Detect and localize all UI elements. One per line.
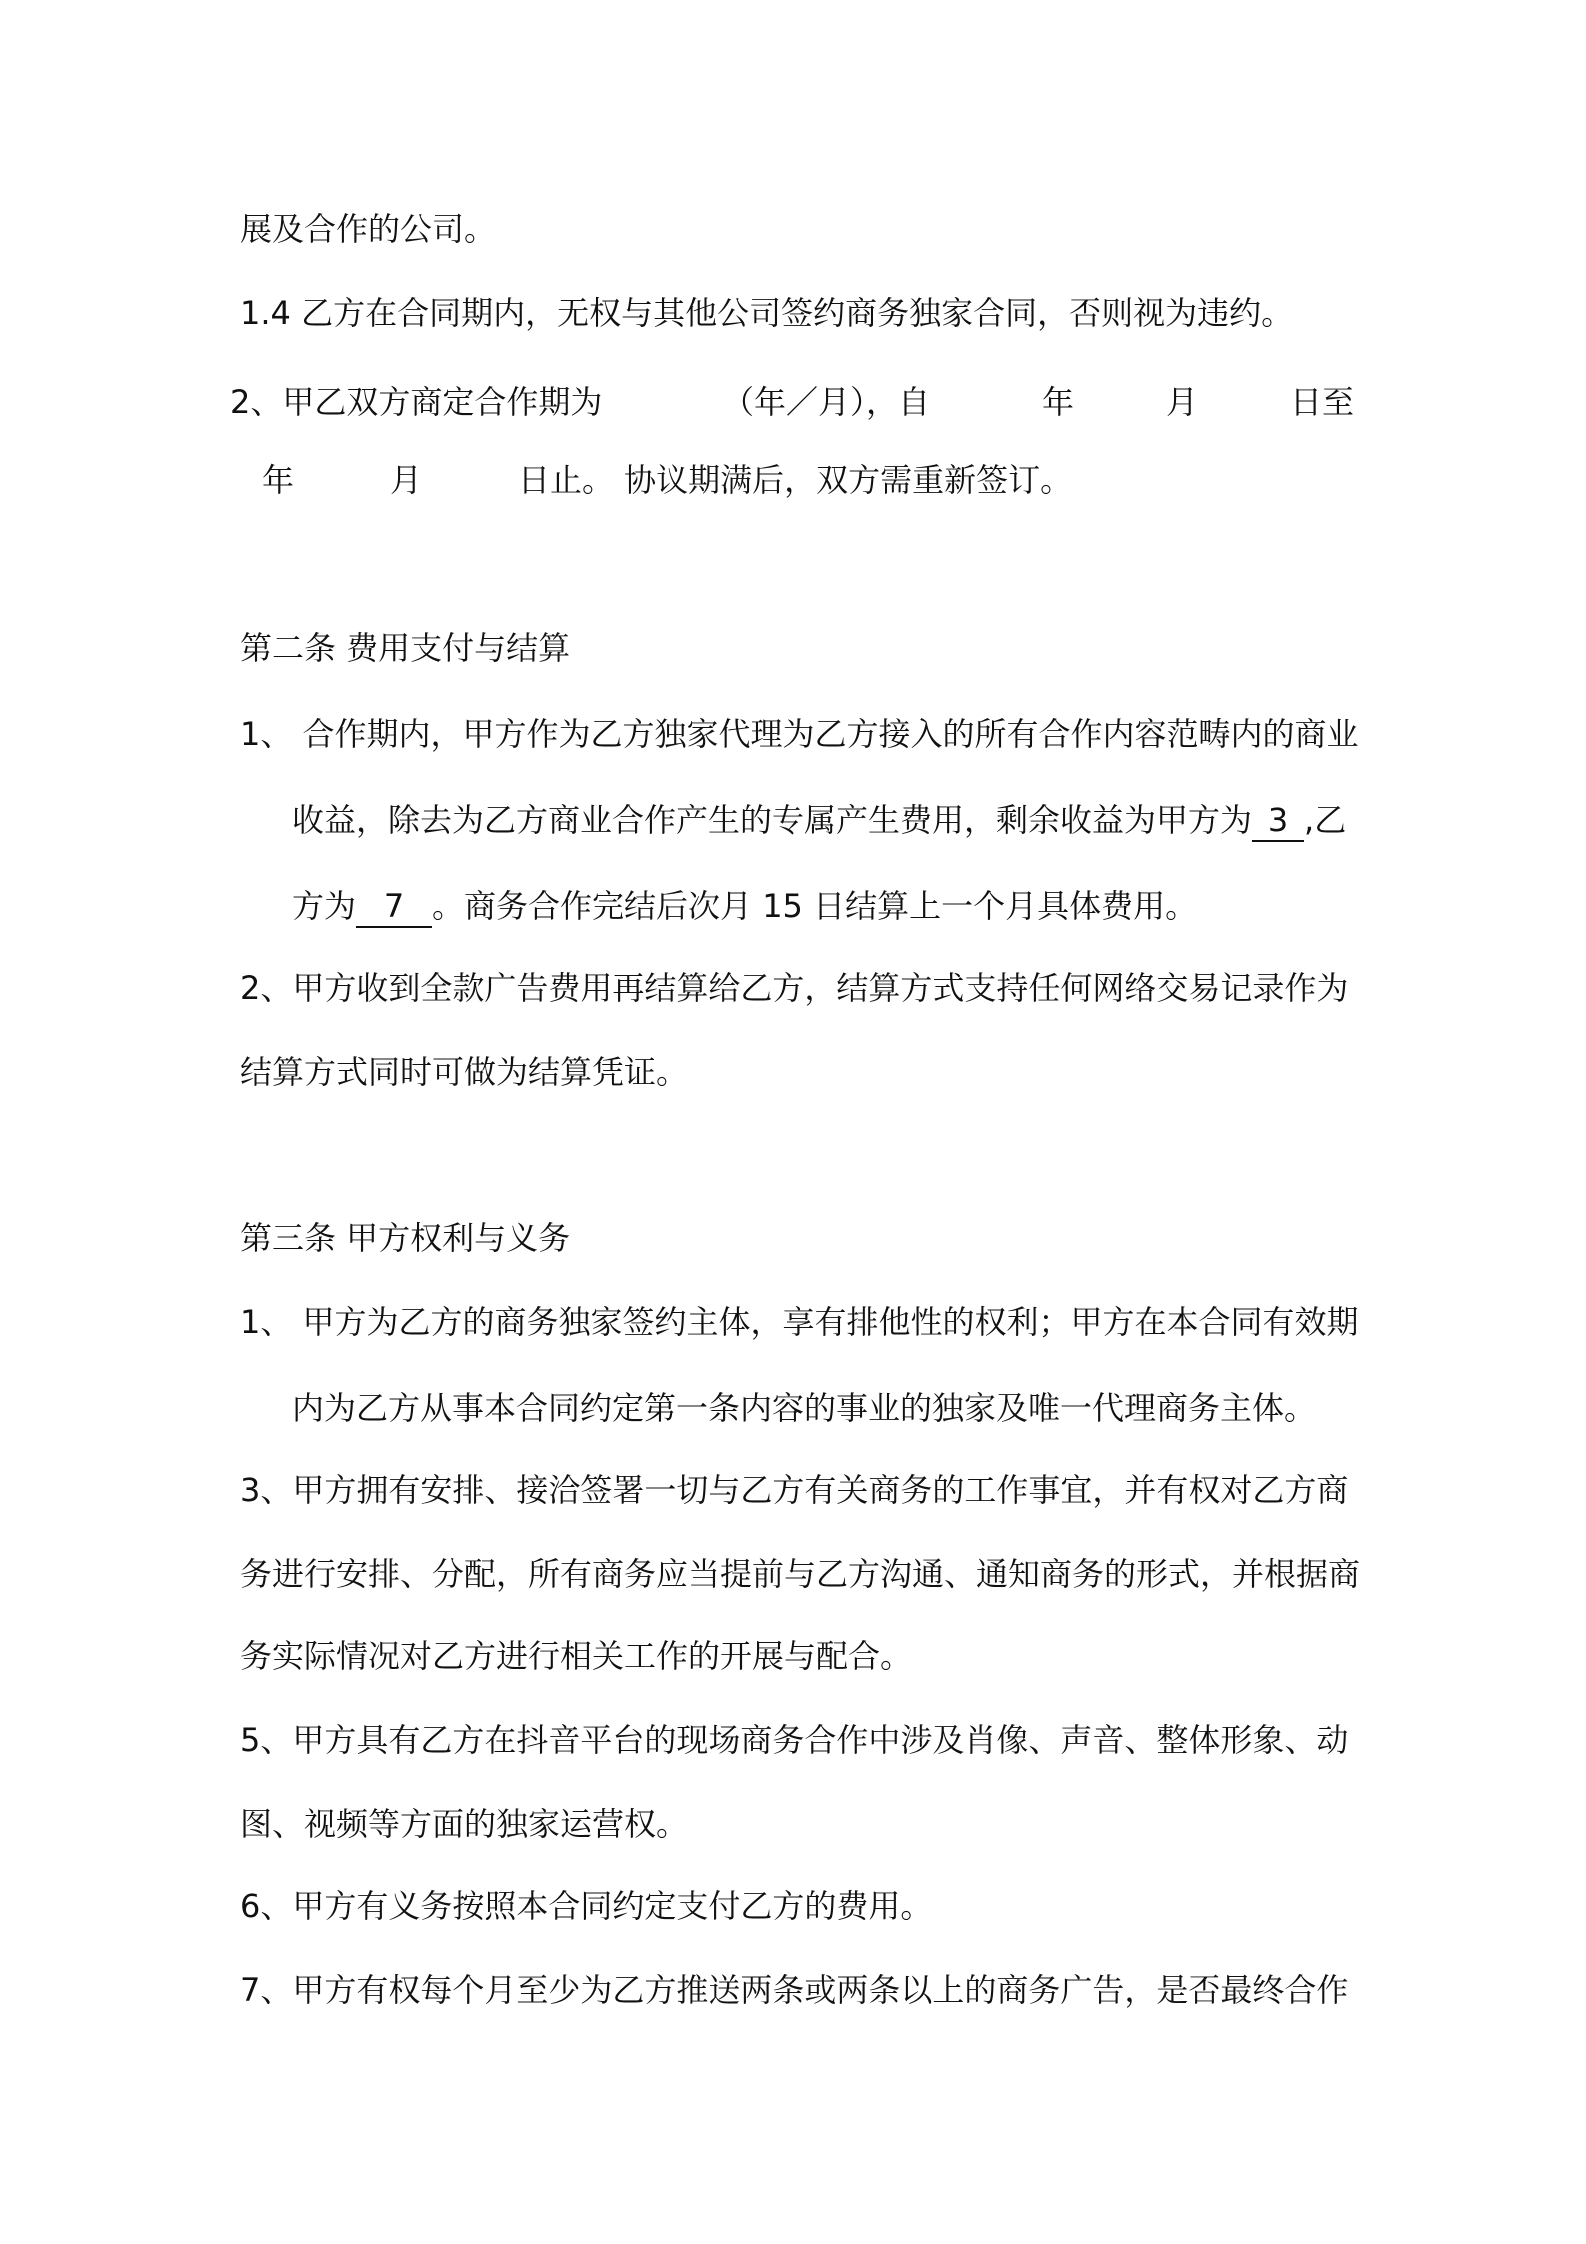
section-3-title: 第三条 甲方权利与义务: [240, 1219, 571, 1257]
settlement-text: 。商务合作完结后次月 15 日结算上一个月具体费用。: [432, 887, 1198, 925]
section-2-item-1: 1、 合作期内，甲方作为乙方独家代理为乙方接入的所有合作内容范畴内的商业: [240, 715, 1359, 753]
month-label: 月: [1166, 383, 1199, 421]
year-month-label: （年／月），自: [722, 383, 931, 421]
section-2-item-1-cont2: [292, 884, 1197, 928]
clause-1-4: 1.4 乙方在合同期内，无权与其他公司签约商务独家合同，否则视为违约。: [240, 294, 1294, 332]
party-b-share-field: 7: [356, 886, 432, 928]
section-3-item-3-cont2: 务实际情况对乙方进行相关工作的开展与配合。: [240, 1637, 913, 1675]
clause-2-text: 2、甲乙双方商定合作期为: [230, 383, 603, 421]
section-3-item-3-cont: 务进行安排、分配，所有商务应当提前与乙方沟通、通知商务的形式，并根据商: [240, 1555, 1361, 1593]
section-2-item-2-cont: 结算方式同时可做为结算凭证。: [240, 1053, 689, 1091]
section-3-item-5: 5、甲方具有乙方在抖音平台的现场商务合作中涉及肖像、声音、整体形象、动: [240, 1721, 1349, 1759]
party-b-label: 方为: [292, 887, 357, 925]
party-b-prefix: ,乙: [1304, 801, 1347, 839]
year-label: 年: [1042, 383, 1075, 421]
section-3-item-6: 6、甲方有义务按照本合同约定支付乙方的费用。: [240, 1887, 933, 1925]
section-3-item-3: 3、甲方拥有安排、接洽签署一切与乙方有关商务的工作事宜，并有权对乙方商: [240, 1471, 1349, 1509]
paragraph-line: 展及合作的公司。: [240, 210, 497, 248]
section-2-title: 第二条 费用支付与结算: [240, 629, 571, 667]
section-3-item-1-cont: 内为乙方从事本合同约定第一条内容的事业的独家及唯一代理商务主体。: [292, 1389, 1317, 1427]
revenue-text: 收益，除去为乙方商业合作产生的专属产生费用，剩余收益为甲方为: [292, 801, 1253, 839]
clause-2-end-line: [262, 458, 1162, 502]
section-3-item-1: 1、 甲方为乙方的商务独家签约主体，享有排他性的权利；甲方在本合同有效期: [240, 1303, 1359, 1341]
day-to-label: 日至: [1290, 383, 1355, 421]
end-day-text: 日止。 协议期满后，双方需重新签订。: [518, 461, 1073, 499]
section-3-item-7: 7、甲方有权每个月至少为乙方推送两条或两条以上的商务广告，是否最终合作: [240, 1971, 1349, 2009]
section-3-item-5-cont: 图、视频等方面的独家运营权。: [240, 1805, 689, 1843]
end-year-label: 年: [262, 461, 295, 499]
party-a-share-field: 3: [1252, 800, 1304, 842]
end-month-label: 月: [390, 461, 423, 499]
section-2-item-1-cont: [292, 798, 1346, 842]
clause-2-period-line: [230, 380, 1360, 424]
section-2-item-2: 2、甲方收到全款广告费用再结算给乙方，结算方式支持任何网络交易记录作为: [240, 969, 1349, 1007]
